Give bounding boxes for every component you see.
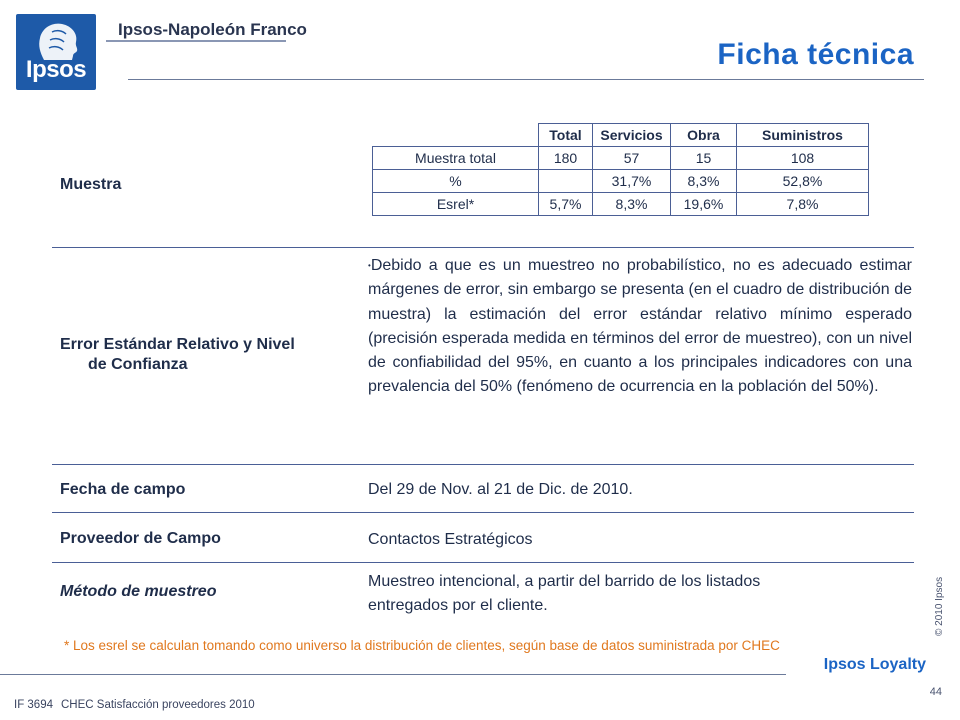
ipsos-loyalty-label: Ipsos Loyalty xyxy=(823,656,926,673)
row-divider xyxy=(52,464,914,465)
metodo-value-line-1: Muestreo intencional, a partir del barrido de los listados xyxy=(368,573,761,590)
report-name: CHEC Satisfacción proveedores 2010 xyxy=(61,699,255,711)
page-title: Ficha técnica xyxy=(717,38,914,71)
brand-underline xyxy=(106,40,286,42)
report-code: IF 3694 xyxy=(14,699,53,711)
table-cell: 108 xyxy=(737,147,869,170)
column-header-servicios: Servicios xyxy=(593,124,671,147)
fecha-value: Del 29 de Nov. al 21 de Dic. de 2010. xyxy=(368,481,633,498)
column-header-total: Total xyxy=(539,124,593,147)
error-label xyxy=(60,336,295,374)
metodo-value-line-2: entregados por el cliente. xyxy=(368,597,548,614)
proveedor-label: Proveedor de Campo xyxy=(60,530,221,547)
metodo-value xyxy=(368,570,760,618)
sample-table xyxy=(372,123,869,216)
table-cell: 52,8% xyxy=(737,170,869,193)
error-description xyxy=(368,254,912,400)
row-divider xyxy=(52,512,914,513)
row-label-cell: % xyxy=(373,170,539,193)
column-header-obra: Obra xyxy=(671,124,737,147)
error-label-line-1: Error Estándar Relativo y Nivel xyxy=(60,336,295,353)
row-label-cell: Muestra total xyxy=(373,147,539,170)
footnote: * Los esrel se calculan tomando como universo la distribución de clientes, según base de datos suministrada por CHEC xyxy=(64,638,780,653)
table-cell: 15 xyxy=(671,147,737,170)
table-header-row xyxy=(373,124,869,147)
page-number: 44 xyxy=(929,686,942,698)
fecha-label: Fecha de campo xyxy=(60,481,186,498)
table-cell: 57 xyxy=(593,147,671,170)
muestra-label: Muestra xyxy=(60,176,122,193)
row-divider xyxy=(52,247,914,248)
error-text: Debido a que es un muestreo no probabilístico, no es adecuado estimar márgenes de error, sin embargo se presenta (en el cuadro de distribución de muestra) la estimación del error estándar relativo mínimo esperado (precisión esperada medida en términos del error de muestreo), con un nivel de confiabilidad del 95%, en cuanto a los principales indicadores con una prevalencia del 50% (fenómeno de ocurrencia en la población del 50%). xyxy=(368,257,912,396)
title-divider xyxy=(128,79,924,80)
bullet-icon: • xyxy=(368,261,371,270)
table-cell xyxy=(539,170,593,193)
column-header-suministros: Suministros xyxy=(737,124,869,147)
table-cell: 31,7% xyxy=(593,170,671,193)
table-cell: 8,3% xyxy=(671,170,737,193)
table-row xyxy=(373,147,869,170)
copyright-notice: © 2010 Ipsos xyxy=(934,576,945,636)
row-label-cell: Esrel* xyxy=(373,193,539,216)
table-cell: 19,6% xyxy=(671,193,737,216)
metodo-label: Método de muestreo xyxy=(60,583,217,600)
error-label-line-2: de Confianza xyxy=(88,356,188,373)
logo-text: Ipsos xyxy=(25,56,87,83)
table-row xyxy=(373,193,869,216)
brand-name: Ipsos-Napoleón Franco xyxy=(118,20,307,39)
table-cell: 180 xyxy=(539,147,593,170)
proveedor-value: Contactos Estratégicos xyxy=(368,531,533,548)
table-cell: 5,7% xyxy=(539,193,593,216)
row-divider xyxy=(52,562,914,563)
ipsos-logo xyxy=(16,14,96,90)
table-row xyxy=(373,170,869,193)
footer-divider xyxy=(0,674,786,675)
table-cell: 8,3% xyxy=(593,193,671,216)
table-corner-cell xyxy=(373,124,539,147)
report-id xyxy=(14,699,263,711)
table-cell: 7,8% xyxy=(737,193,869,216)
